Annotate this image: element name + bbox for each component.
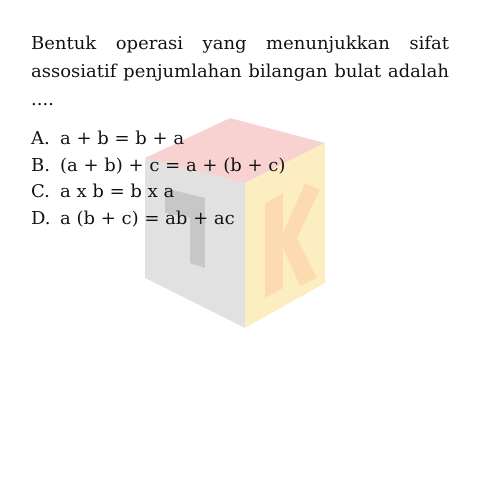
option-letter: C.: [31, 181, 50, 202]
option-c[interactable]: [31, 179, 285, 206]
option-text: a (b + c) = ab + ac: [60, 207, 235, 229]
answer-options: [31, 126, 285, 232]
option-letter: B.: [31, 154, 50, 176]
option-letter: A.: [31, 128, 50, 149]
option-b[interactable]: [31, 153, 285, 180]
option-a[interactable]: [31, 126, 285, 153]
option-d[interactable]: [31, 206, 285, 233]
question-text: Bentuk operasi yang menunjukkan sifat assosiatif penjumlahan bilangan bulat adalah ....: [31, 33, 449, 110]
option-text: (a + b) + c = a + (b + c): [60, 154, 286, 176]
option-text: a x b = b x a: [60, 181, 175, 202]
option-text: a + b = b + a: [60, 128, 185, 149]
option-letter: D.: [31, 207, 51, 229]
